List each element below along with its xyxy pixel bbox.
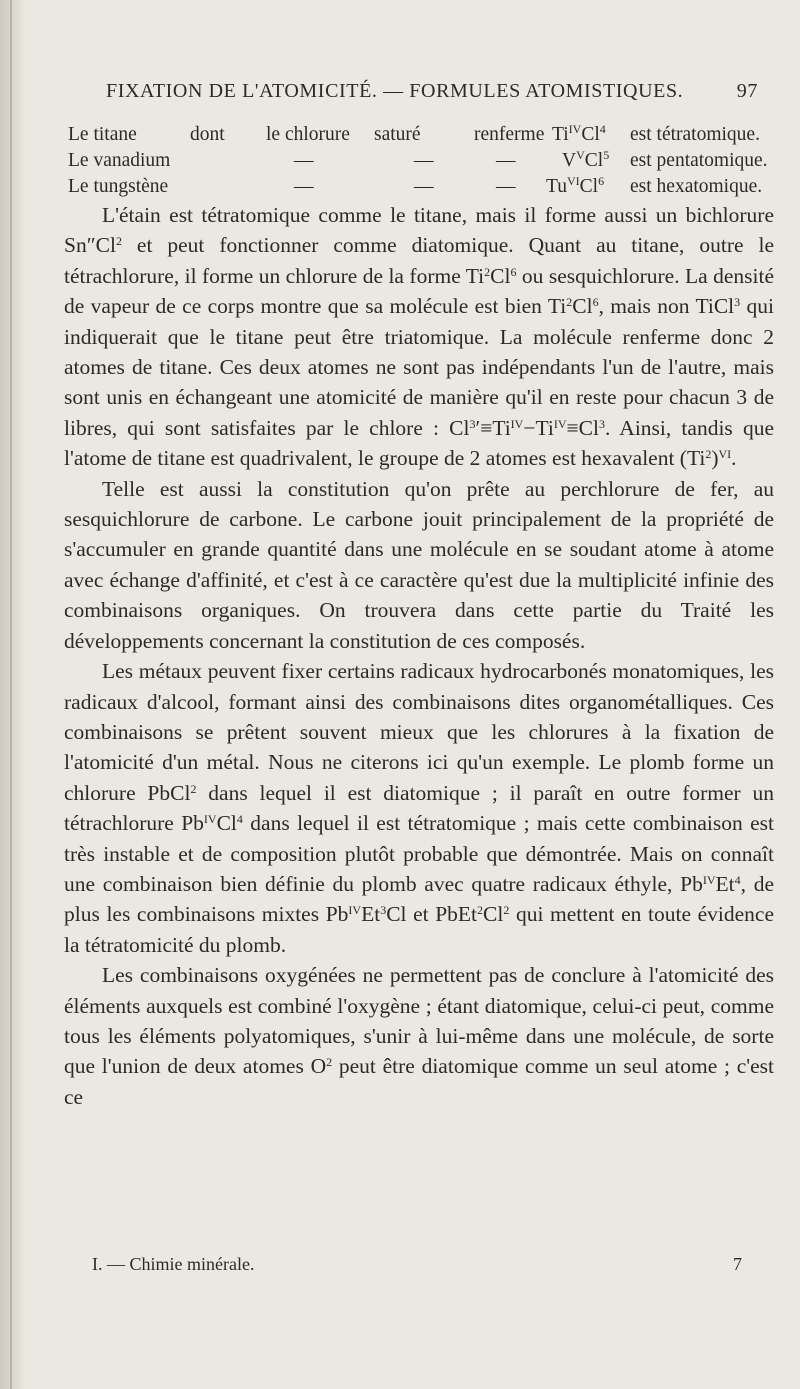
- row-formula: $V^VCl^5$: [562, 147, 610, 171]
- row-verdict: est pentatomique.: [630, 150, 768, 171]
- chloride-table: [68, 121, 768, 202]
- row-verdict: est hexatomique.: [630, 176, 763, 197]
- row-ditto: —: [414, 150, 434, 171]
- signature-number: 7: [733, 1254, 742, 1274]
- page-binding-edge: [0, 0, 26, 1389]
- table-row: [68, 121, 768, 150]
- row-formula: $Tu^{VI}Cl^6$: [546, 173, 605, 197]
- row-subject: Le vanadium: [68, 150, 171, 171]
- row-word: le chlorure: [266, 124, 350, 145]
- row-word: saturé: [374, 124, 421, 145]
- page-footer: [92, 1254, 742, 1278]
- row-ditto: —: [496, 176, 516, 197]
- row-ditto: —: [414, 176, 434, 197]
- paragraph-perchlorure: Telle est aussi la constitution qu'on prête au perchlorure de fer, au sesquichlorure de carbone. Le carbone jouit principalement de la propriété de s'accumuler en grande quantité dans une molécule en se soudant atome à atome avec échange d'affinité, et c'est à ce caractère qu'est due la multiplicité infinie des combinaisons organiques. On trouvera dans cette partie du Traité les développements concernant la constitution de ces composés.: [64, 476, 774, 653]
- row-ditto: —: [496, 150, 516, 171]
- row-subject: Le tungstène: [68, 176, 169, 197]
- page-number: 97: [736, 80, 758, 102]
- paragraph-organometalliques: Les métaux peuvent fixer certains radicaux hydrocarbonés monatomiques, les radicaux d'alcool, formant ainsi des combinaisons dites organométalliques. Ces combinaisons se prêtent souvent mieux que les chlorures à la fixation de l'atomicité d'un métal. Nous ne citerons ici qu'un exemple. Le plomb forme un chlorure PbCl$^2$ dans lequel il est diatomique ; il paraît en outre former un tétrachlorure $Pb^{IV}Cl^4$ dans lequel il est tétratomique ; mais cette combinaison est très instable et de composition plutôt probable que démontrée. Mais on connaît une combinaison bien définie du plomb avec quatre radicaux éthyle, $Pb^{IV}Et^4$, de plus les combinaisons mixtes $Pb^{IV}Et^3Cl$ et PbEt$^2$Cl$^2$ qui mettent en toute évidence la tétratomicité du plomb.: [64, 659, 775, 957]
- body-text: [64, 200, 774, 1112]
- row-word: renferme: [474, 124, 545, 145]
- paragraph-etain-titane: L'étain est tétratomique comme le titane, mais il forme aussi un bichlorure Sn″Cl$^2$ et peut fonctionner comme diatomique. Quant au titane, outre le tétrachlorure, il forme un chlorure de la forme Ti$^2$Cl$^6$ ou sesquichlorure. La densité de vapeur de ce corps montre que sa molécule est bien Ti$^2$Cl$^6$, mais non TiCl$^3$ qui indiquerait que le titane peut être triatomique. La molécule renferme donc 2 atomes de titane. Ces deux atomes ne sont pas indépendants l'un de l'autre, mais sont unis en échangeant une atomicité de manière qu'il en reste pour chacun 3 de libres, qui sont satisfaites par le chlore : $Cl^3'\equiv Ti^{IV}-Ti^{IV}\equiv Cl^3$. Ainsi, tandis que l'atome de titane est quadrivalent, le groupe de 2 atomes est hexavalent $(Ti^2)^{VI}$.: [64, 203, 775, 471]
- row-ditto: —: [294, 176, 314, 197]
- table-row: [68, 173, 768, 202]
- table-row: [68, 147, 768, 176]
- row-word: dont: [190, 124, 225, 145]
- row-subject: Le titane: [68, 124, 137, 145]
- running-header: [54, 80, 760, 112]
- paragraph-oxygenees: Les combinaisons oxygénées ne permettent pas de conclure à l'atomicité des éléments auxquels est combiné l'oxygène ; étant diatomique, celui-ci peut, comme tous les éléments polyatomiques, s'unir à lui-même dans une molécule, de sorte que l'union de deux atomes $O^2$ peut être diatomique comme un seul atome ; c'est ce: [64, 963, 775, 1109]
- row-ditto: —: [294, 150, 314, 171]
- row-verdict: est tétratomique.: [630, 124, 760, 145]
- row-formula: $Ti^{IV}Cl^4$: [552, 121, 606, 145]
- binding-rule: [10, 0, 12, 1389]
- running-title: FIXATION DE L'ATOMICITÉ. — FORMULES ATOMISTIQUES.: [106, 80, 684, 102]
- signature-mark: I. — Chimie minérale.: [92, 1254, 255, 1274]
